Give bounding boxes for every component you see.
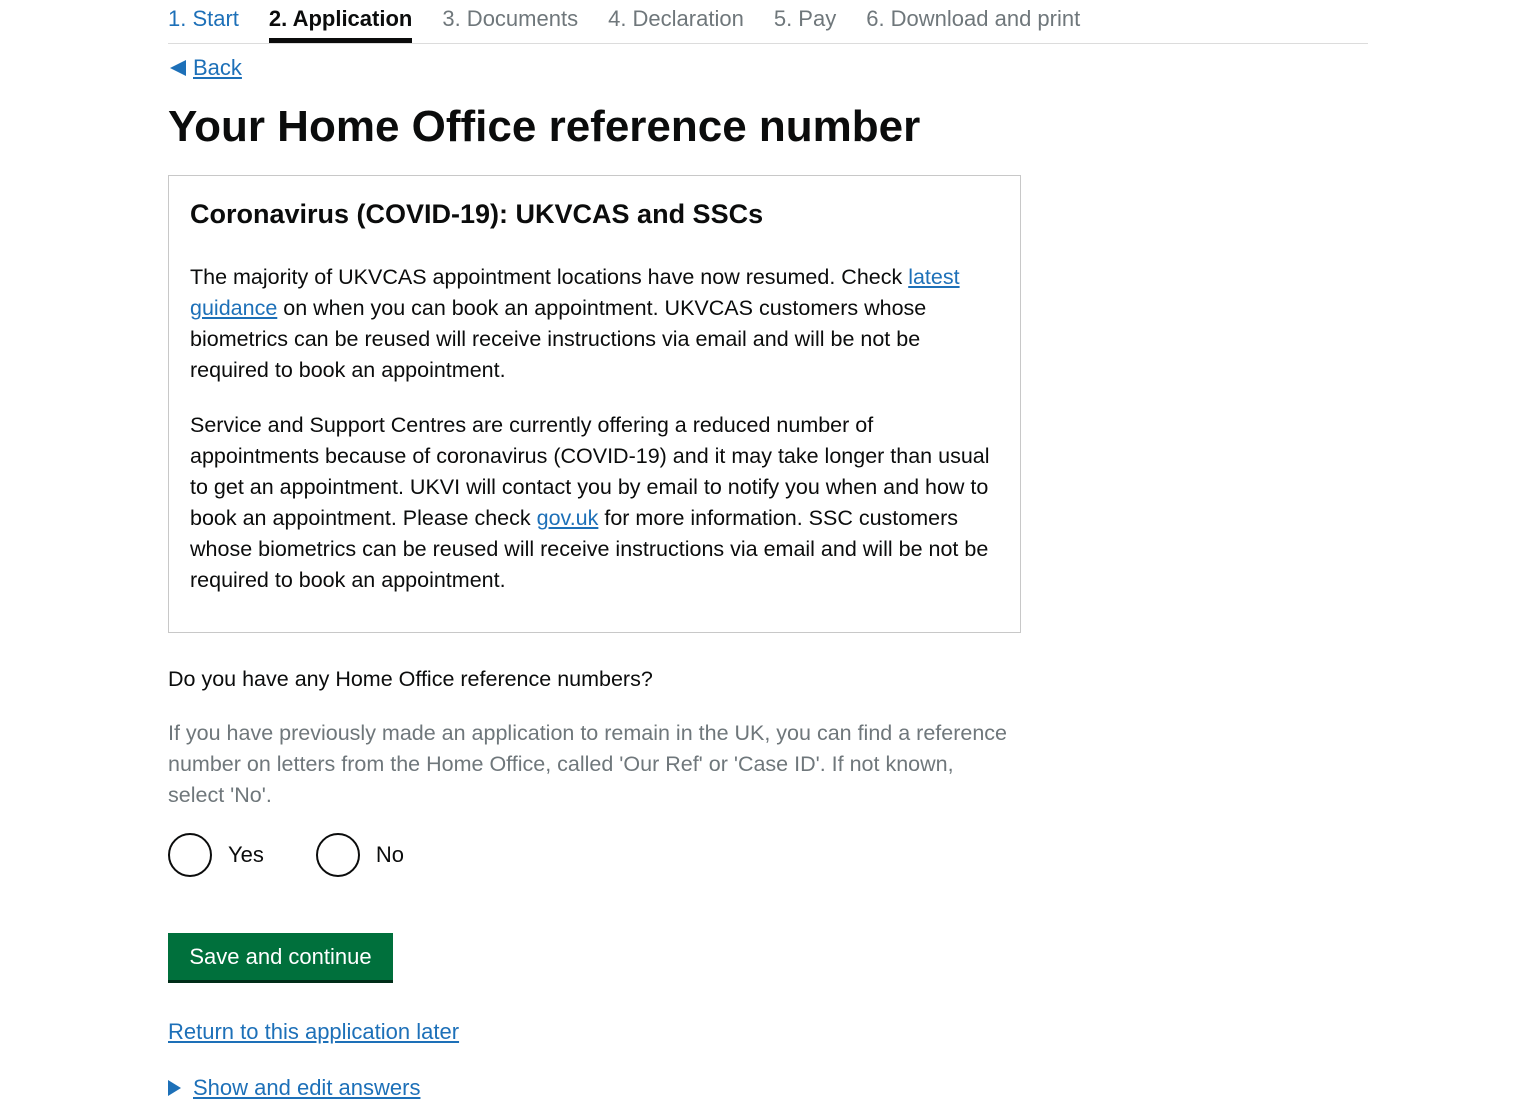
notice-paragraph-ssc	[190, 410, 1000, 596]
back-link[interactable]: Back	[193, 55, 242, 80]
latest-guidance-link[interactable]: latest guidance	[190, 265, 960, 320]
gov-uk-link[interactable]: gov.uk	[536, 506, 599, 530]
step-application: 2. Application	[269, 0, 412, 43]
step-declaration: 4. Declaration	[608, 6, 744, 31]
progress-steps	[168, 0, 1368, 44]
radio-yes-label[interactable]: Yes	[228, 842, 264, 867]
reference-question-hint: If you have previously made an application to remain in the UK, you can find a reference number on letters from the Home Office, called 'Our Ref' or 'Case ID'. If not known, select 'No'.	[168, 721, 1007, 807]
back-link-wrapper	[170, 54, 242, 82]
radio-option-no[interactable]	[316, 833, 404, 877]
notice-paragraph-ukvcas	[190, 262, 1000, 386]
show-and-edit-answers-link[interactable]: Show and edit answers	[193, 1075, 421, 1100]
radio-no-label[interactable]: No	[375, 842, 405, 867]
step-pay: 5. Pay	[773, 6, 837, 31]
reference-radio-group	[168, 833, 456, 877]
radio-option-yes[interactable]	[168, 833, 264, 877]
notice-heading: Coronavirus (COVID-19): UKVCAS and SSCs	[190, 199, 764, 229]
return-later-link[interactable]: Return to this application later	[168, 1019, 460, 1044]
show-answers-toggle[interactable]	[168, 1073, 420, 1103]
step-start[interactable]: 1. Start	[168, 6, 239, 31]
step-documents: 3. Documents	[442, 6, 579, 31]
notice-p2-text-end: for more information. SSC customers whose biometrics can be reused will receive instructions via email and will be not be required to book an appointment.	[190, 506, 989, 592]
notice-p1-text-end: on when you can book an appointment. UKVCAS customers whose biometrics can be reused will receive instructions via email and will be not be required to book an appointment.	[190, 296, 927, 382]
notice-p2-text-start: Service and Support Centres are currently offering a reduced number of appointments because of coronavirus (COVID-19) and it may take longer than usual to get an appointment. UKVI will contact you by email to notify you when and how to book an appointment. Please check	[190, 413, 990, 530]
step-download-and-print: 6. Download and print	[866, 6, 1081, 31]
notice-p1-text-start: The majority of UKVCAS appointment locations have now resumed. Check	[190, 265, 909, 289]
save-and-continue-button[interactable]: Save and continue	[168, 933, 393, 980]
back-arrow-icon	[170, 60, 186, 76]
page-title: Your Home Office reference number	[168, 102, 921, 151]
reference-question-label: Do you have any Home Office reference numbers?	[168, 667, 653, 691]
covid-notice-panel	[168, 175, 1021, 633]
caret-right-icon	[168, 1080, 181, 1096]
radio-no-input[interactable]	[316, 833, 360, 877]
radio-yes-input[interactable]	[168, 833, 212, 877]
